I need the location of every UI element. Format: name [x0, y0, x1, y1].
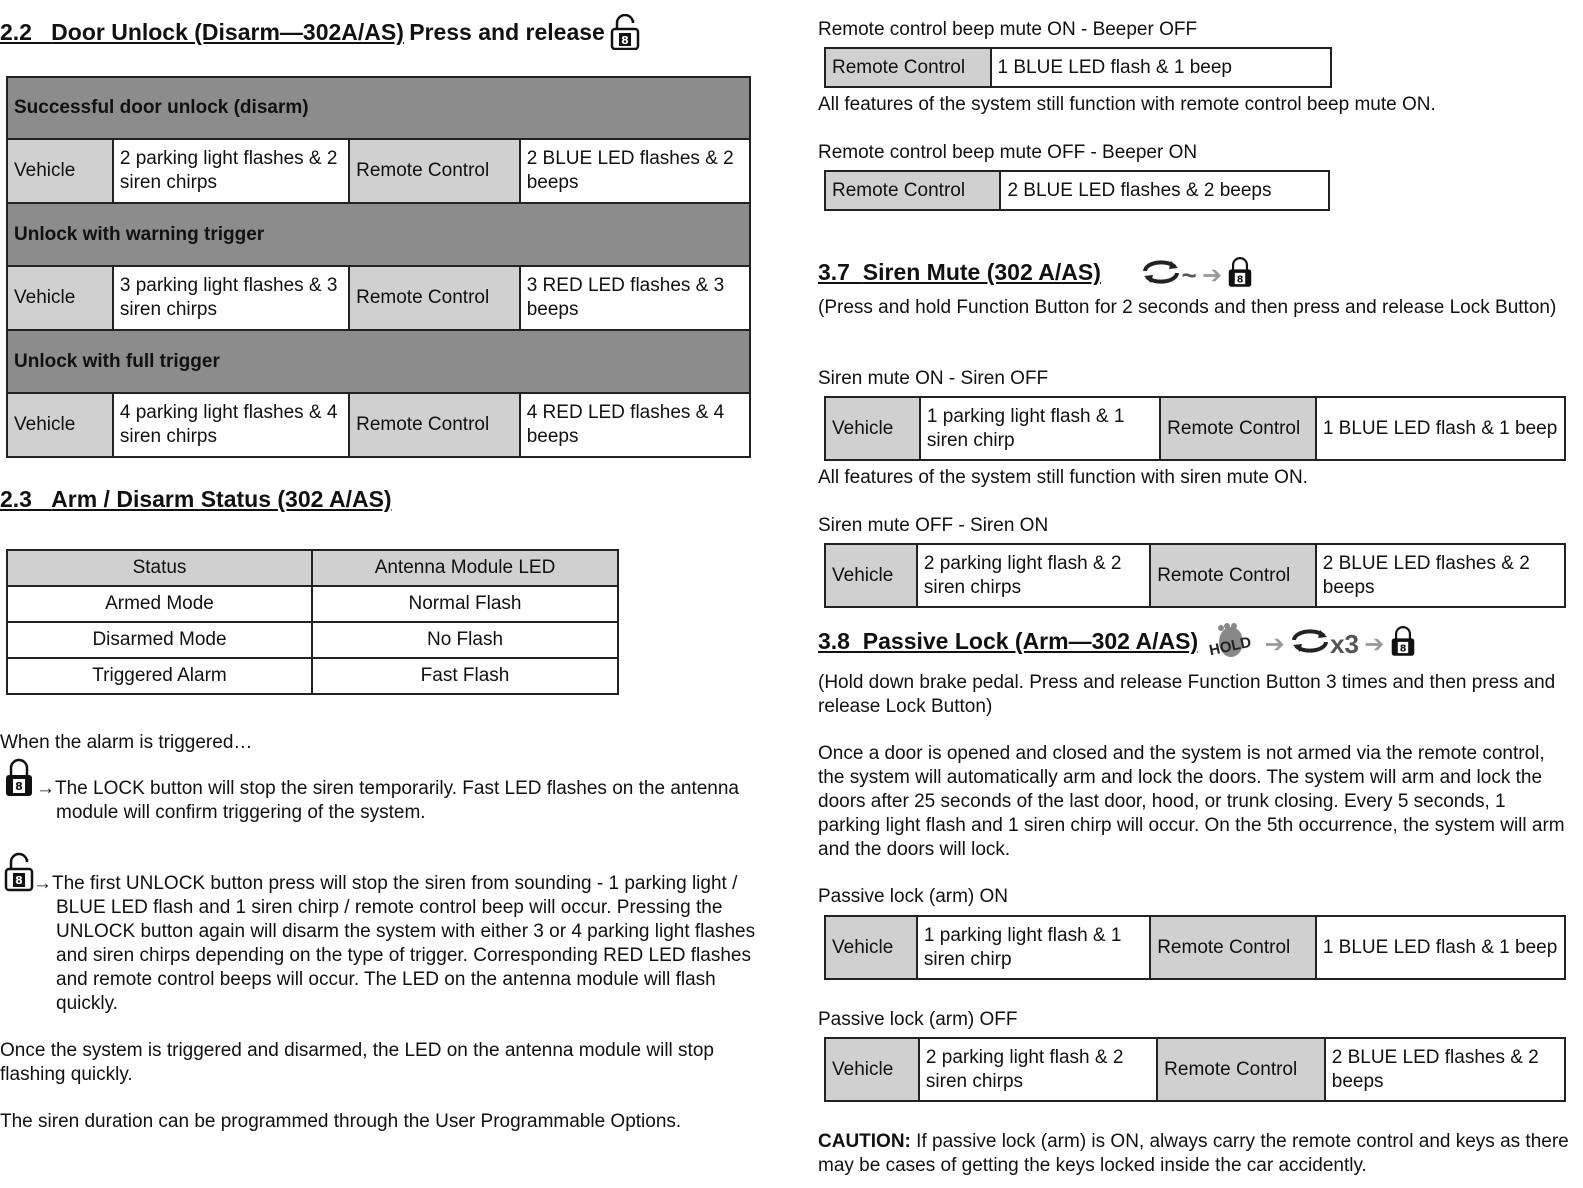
remote-label: Remote Control	[825, 48, 991, 87]
status-table	[6, 549, 619, 695]
remote-value: 2 BLUE LED flashes & 2 beeps	[1000, 171, 1329, 210]
section-2-2-heading	[0, 14, 760, 56]
vehicle-label: Vehicle	[7, 139, 113, 203]
remote-label: Remote Control	[349, 393, 520, 457]
function-button-icon	[1141, 259, 1181, 291]
remote-label: Remote Control	[349, 266, 520, 330]
passive-lock-description: Once a door is opened and closed and the system is not armed via the remote control, the system will automatically arm and lock the doors. The system will arm and lock the doors after 25 seconds of the last door, hood, or trunk closing. Every 5 seconds, 1 parking light flash and 1 siren chirp will occur. On the 5th occurrence, the system will arm and the doors will lock.	[818, 743, 1565, 860]
unlock-table	[6, 76, 751, 458]
remote-label: Remote Control	[825, 171, 1000, 210]
remote-value: 1 BLUE LED flash & 1 beep	[1316, 916, 1565, 979]
lock-note: →The LOCK button will stop the siren temporarily. Fast LED flashes on the antenna module will confirm triggering of the system.	[36, 778, 739, 823]
remote-value: 1 BLUE LED flash & 1 beep	[991, 48, 1331, 87]
section-3-8-heading	[818, 622, 1570, 666]
arrow-right-icon: ➔	[1201, 261, 1223, 289]
siren-mute-off-table	[824, 543, 1566, 608]
vehicle-label: Vehicle	[825, 916, 917, 979]
remote-value: 4 RED LED flashes & 4 beeps	[520, 393, 750, 457]
caution-label: CAUTION:	[818, 1131, 911, 1152]
section-title: Door Unlock (Disarm—302A/AS)	[51, 19, 404, 46]
section-title: Passive Lock (Arm—302 A/AS)	[862, 628, 1199, 655]
unlock-note: →The first UNLOCK button press will stop the siren from sounding - 1 parking light / BLUE LED flash and 1 siren chirp / remote control beep will occur. Pressing the UNLOCK button again will disarm the system with either 3 or 4 parking light flashes and siren chirps depending on the type of trigger. Corresponding RED LED flashes and remote control beeps will occur. The LED on the antenna module will flash quickly.	[33, 873, 756, 1014]
unlock-header: Unlock with full trigger	[7, 330, 750, 393]
press-count: x3	[1330, 628, 1359, 659]
vehicle-label: Vehicle	[7, 266, 113, 330]
beep-mute-on-table	[824, 47, 1332, 88]
siren-mute-instructions: (Press and hold Function Button for 2 seconds and then press and release Lock Button)	[818, 297, 1557, 318]
hold-label: HOLD	[1208, 633, 1254, 660]
remote-value: 2 BLUE LED flashes & 2 beeps	[520, 139, 750, 203]
siren-mute-off-label: Siren mute OFF - Siren ON	[818, 515, 1049, 536]
section-suffix: Press and release	[409, 19, 605, 46]
vehicle-label: Vehicle	[825, 1038, 919, 1101]
section-number: 3.7	[818, 259, 850, 286]
remote-label: Remote Control	[1150, 544, 1316, 607]
arrow-right-icon: ➔	[1364, 630, 1385, 658]
function-button-icon	[1290, 628, 1330, 660]
led-cell: Fast Flash	[312, 658, 618, 694]
beep-mute-off-label: Remote control beep mute OFF - Beeper ON	[818, 142, 1198, 163]
hold-tilde: ~	[1181, 259, 1197, 290]
status-cell: Armed Mode	[7, 586, 312, 622]
remote-label: Remote Control	[1157, 1038, 1325, 1101]
led-header: Antenna Module LED	[312, 550, 618, 586]
lock-icon	[1390, 625, 1416, 663]
remote-value: 3 RED LED flashes & 3 beeps	[520, 266, 750, 330]
beep-mute-on-label: Remote control beep mute ON - Beeper OFF	[818, 19, 1198, 40]
unlock-icon	[610, 14, 640, 56]
passive-lock-on-table	[824, 915, 1566, 980]
remote-label: Remote Control	[1150, 916, 1316, 979]
lock-icon	[1227, 256, 1253, 294]
status-cell: Disarmed Mode	[7, 622, 312, 658]
siren-mute-on-label: Siren mute ON - Siren OFF	[818, 368, 1049, 389]
passive-lock-on-label: Passive lock (arm) ON	[818, 886, 1009, 907]
vehicle-value: 2 parking light flash & 2 siren chirps	[919, 1038, 1157, 1101]
vehicle-value: 1 parking light flash & 1 siren chirp	[920, 397, 1160, 460]
triggered-disarmed-paragraph: Once the system is triggered and disarmed, the LED on the antenna module will stop flashing quickly.	[0, 1040, 714, 1085]
beep-mute-on-note: All features of the system still function with remote control beep mute ON.	[818, 94, 1436, 115]
svg-text:8: 8	[15, 874, 23, 887]
remote-value: 1 BLUE LED flash & 1 beep	[1316, 397, 1565, 460]
lock-icon	[4, 758, 34, 804]
vehicle-value: 2 parking light flashes & 2 siren chirps	[113, 139, 349, 203]
section-title: Arm / Disarm Status (302 A/AS)	[51, 486, 392, 512]
section-number: 3.8	[818, 628, 850, 655]
remote-value: 2 BLUE LED flashes & 2 beeps	[1325, 1038, 1565, 1101]
siren-mute-on-note: All features of the system still function with siren mute ON.	[818, 467, 1308, 488]
section-number: 2.3	[0, 486, 32, 512]
unlock-icon	[4, 852, 34, 898]
led-cell: No Flash	[312, 622, 618, 658]
status-cell: Triggered Alarm	[7, 658, 312, 694]
siren-mute-on-table	[824, 396, 1566, 461]
remote-value: 2 BLUE LED flashes & 2 beeps	[1316, 544, 1565, 607]
vehicle-label: Vehicle	[825, 544, 917, 607]
svg-text:8: 8	[1237, 274, 1244, 286]
caution-note	[818, 1130, 1570, 1178]
triggered-intro: When the alarm is triggered…	[0, 732, 253, 753]
svg-text:8: 8	[1399, 643, 1406, 655]
passive-lock-off-table	[824, 1037, 1566, 1102]
passive-lock-instructions: (Hold down brake pedal. Press and release Function Button 3 times and then press and release Lock Button)	[818, 672, 1556, 717]
svg-text:8: 8	[621, 34, 629, 47]
passive-lock-off-label: Passive lock (arm) OFF	[818, 1009, 1018, 1030]
vehicle-value: 2 parking light flash & 2 siren chirps	[917, 544, 1150, 607]
unlock-header: Unlock with warning trigger	[7, 203, 750, 266]
siren-duration-paragraph: The siren duration can be programmed through the User Programmable Options.	[0, 1111, 682, 1132]
hold-brake-icon	[1203, 622, 1259, 666]
caution-text: If passive lock (arm) is ON, always carry the remote control and keys as there may be cases of getting the keys locked inside the car accidently.	[818, 1131, 1569, 1176]
section-number: 2.2	[0, 19, 32, 46]
led-cell: Normal Flash	[312, 586, 618, 622]
unlock-header: Successful door unlock (disarm)	[7, 77, 750, 139]
arrow-right-icon: ➔	[1264, 630, 1285, 658]
remote-label: Remote Control	[349, 139, 520, 203]
section-3-7-heading	[818, 256, 1570, 294]
vehicle-value: 4 parking light flashes & 4 siren chirps	[113, 393, 349, 457]
beep-mute-off-table	[824, 170, 1330, 211]
section-title: Siren Mute (302 A/AS)	[862, 259, 1101, 286]
vehicle-label: Vehicle	[7, 393, 113, 457]
vehicle-value: 3 parking light flashes & 3 siren chirps	[113, 266, 349, 330]
vehicle-value: 1 parking light flash & 1 siren chirp	[917, 916, 1150, 979]
svg-text:8: 8	[15, 780, 23, 793]
status-header: Status	[7, 550, 312, 586]
vehicle-label: Vehicle	[825, 397, 920, 460]
remote-label: Remote Control	[1160, 397, 1316, 460]
section-2-3-heading	[0, 486, 392, 513]
